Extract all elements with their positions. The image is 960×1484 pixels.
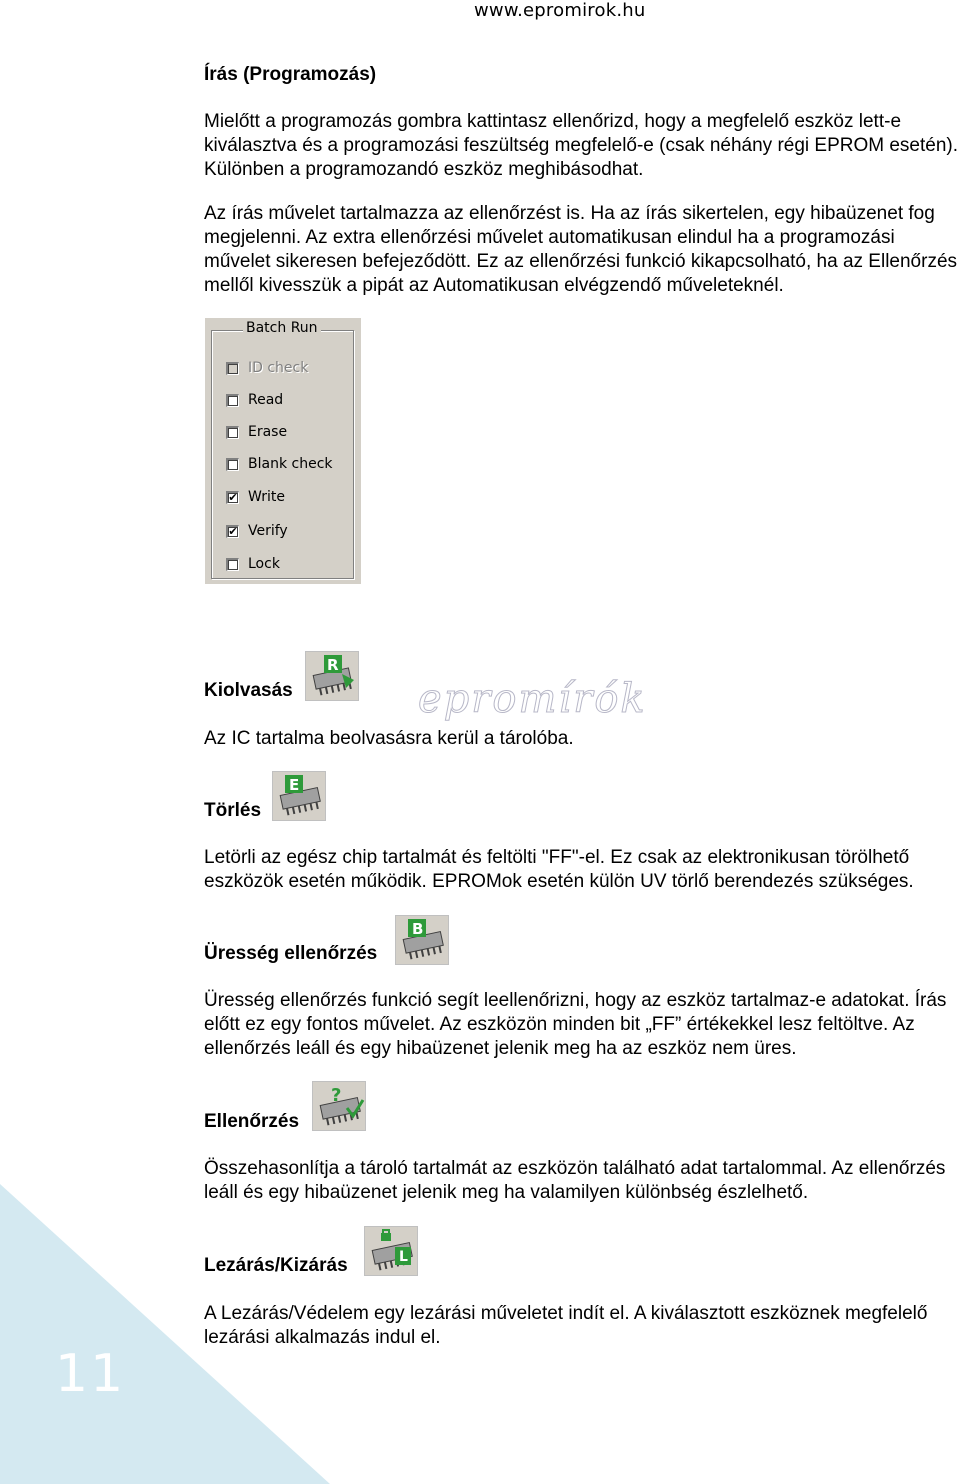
erase-label: Erase — [248, 424, 288, 440]
lock-label: Lock — [248, 556, 280, 572]
batch-item-id-check — [226, 360, 308, 376]
read-label: Read — [248, 392, 284, 408]
section-title-verify: Ellenőrzés — [204, 1111, 300, 1132]
read-chip-icon[interactable] — [305, 651, 359, 701]
write-paragraph-2: Az írás művelet tartalmazza az ellenőrzést is. Ha az írás sikertelen, egy hibaüzenet fog megjelenni. Az extra ellenőrzési művelet automatikusan elindul ha a programozási művelet sikeresen befejeződött. Ez az ellenőrzési funkció kikapcsolható, ha az Ellenőrzés mellől kivesszük a pipát az Automatikusan elvégzendő műveleteknél. — [204, 203, 958, 296]
verify-checkbox[interactable]: ✔ — [226, 525, 239, 538]
section-title-erase: Törlés — [204, 800, 262, 821]
svg-text:E: E — [289, 776, 300, 794]
section-title-lock: Lezárás/Kizárás — [204, 1255, 348, 1276]
lock-chip-icon[interactable] — [364, 1226, 418, 1276]
read-text: Az IC tartalma beolvasásra kerül a tárolóba. — [204, 728, 574, 749]
svg-text:L: L — [399, 1249, 408, 1265]
read-checkbox[interactable] — [226, 394, 239, 407]
id-check-checkbox — [226, 362, 239, 375]
write-checkbox[interactable]: ✔ — [226, 491, 239, 504]
blank-check-label: Blank check — [248, 456, 333, 472]
write-label: Write — [248, 489, 285, 505]
batch-item-verify[interactable] — [226, 523, 288, 539]
batch-item-erase[interactable] — [226, 424, 287, 440]
blank-check-checkbox[interactable] — [226, 458, 239, 471]
write-paragraph-1: Mielőtt a programozás gombra kattintasz ellenőrizd, hogy a megfelelő eszköz lett-e kiválasztva és a programozási feszültség megfelelő-e (csak néhány régi EPROM esetén). Különben a programozandó eszköz meghibásodhat. — [204, 111, 959, 180]
verify-chip-icon[interactable] — [312, 1081, 366, 1131]
lock-checkbox[interactable] — [226, 558, 239, 571]
site-url[interactable]: www.epromirok.hu — [474, 0, 646, 21]
batch-item-lock[interactable] — [226, 556, 280, 572]
svg-text:?: ? — [331, 1085, 342, 1106]
section-title-write: Írás (Programozás) — [204, 64, 377, 85]
verify-text: Összehasonlítja a tároló tartalmát az eszközön található adat tartalommal. Az ellenőrzés leáll és egy hibaüzenet jelenik meg ha valamilyen különbség észlelhető. — [204, 1158, 946, 1203]
batch-run-title: Batch Run — [243, 320, 321, 336]
section-title-read: Kiolvasás — [204, 680, 293, 701]
erase-checkbox[interactable] — [226, 426, 239, 439]
batch-item-blank-check[interactable] — [226, 456, 333, 472]
erase-text: Letörli az egész chip tartalmát és feltölti "FF"-el. Ez csak az elektronikusan törölhető eszközök esetén működik. EPROMok esetén külön UV törlő berendezés szükséges. — [204, 847, 914, 892]
blank-check-chip-icon[interactable] — [395, 915, 449, 965]
batch-item-read[interactable] — [226, 392, 283, 408]
svg-text:B: B — [412, 920, 424, 938]
section-title-blank: Üresség ellenőrzés — [204, 943, 378, 964]
erase-chip-icon[interactable] — [272, 771, 326, 821]
svg-text:R: R — [327, 656, 339, 674]
watermark-logo: epromírók — [418, 676, 647, 722]
blank-text: Üresség ellenőrzés funkció segít leellenőrizni, hogy az eszköz tartalmaz-e adatokat. Írás előtt ez egy fontos művelet. Az eszközön minden bit „FF” értékekkel lesz feltöltve. Az ellenőrzés leáll és egy hibaüzenet jelenik meg ha az eszköz nem üres. — [204, 990, 947, 1059]
id-check-label: ID check — [248, 360, 309, 376]
lock-text: A Lezárás/Védelem egy lezárási műveletet indít el. A kiválasztott eszköznek megfelelő lezárási alkalmazás indul el. — [204, 1303, 928, 1348]
page-number: 11 — [55, 1344, 126, 1404]
batch-item-write[interactable] — [226, 489, 285, 505]
verify-label: Verify — [248, 523, 288, 539]
batch-run-group — [205, 318, 361, 584]
